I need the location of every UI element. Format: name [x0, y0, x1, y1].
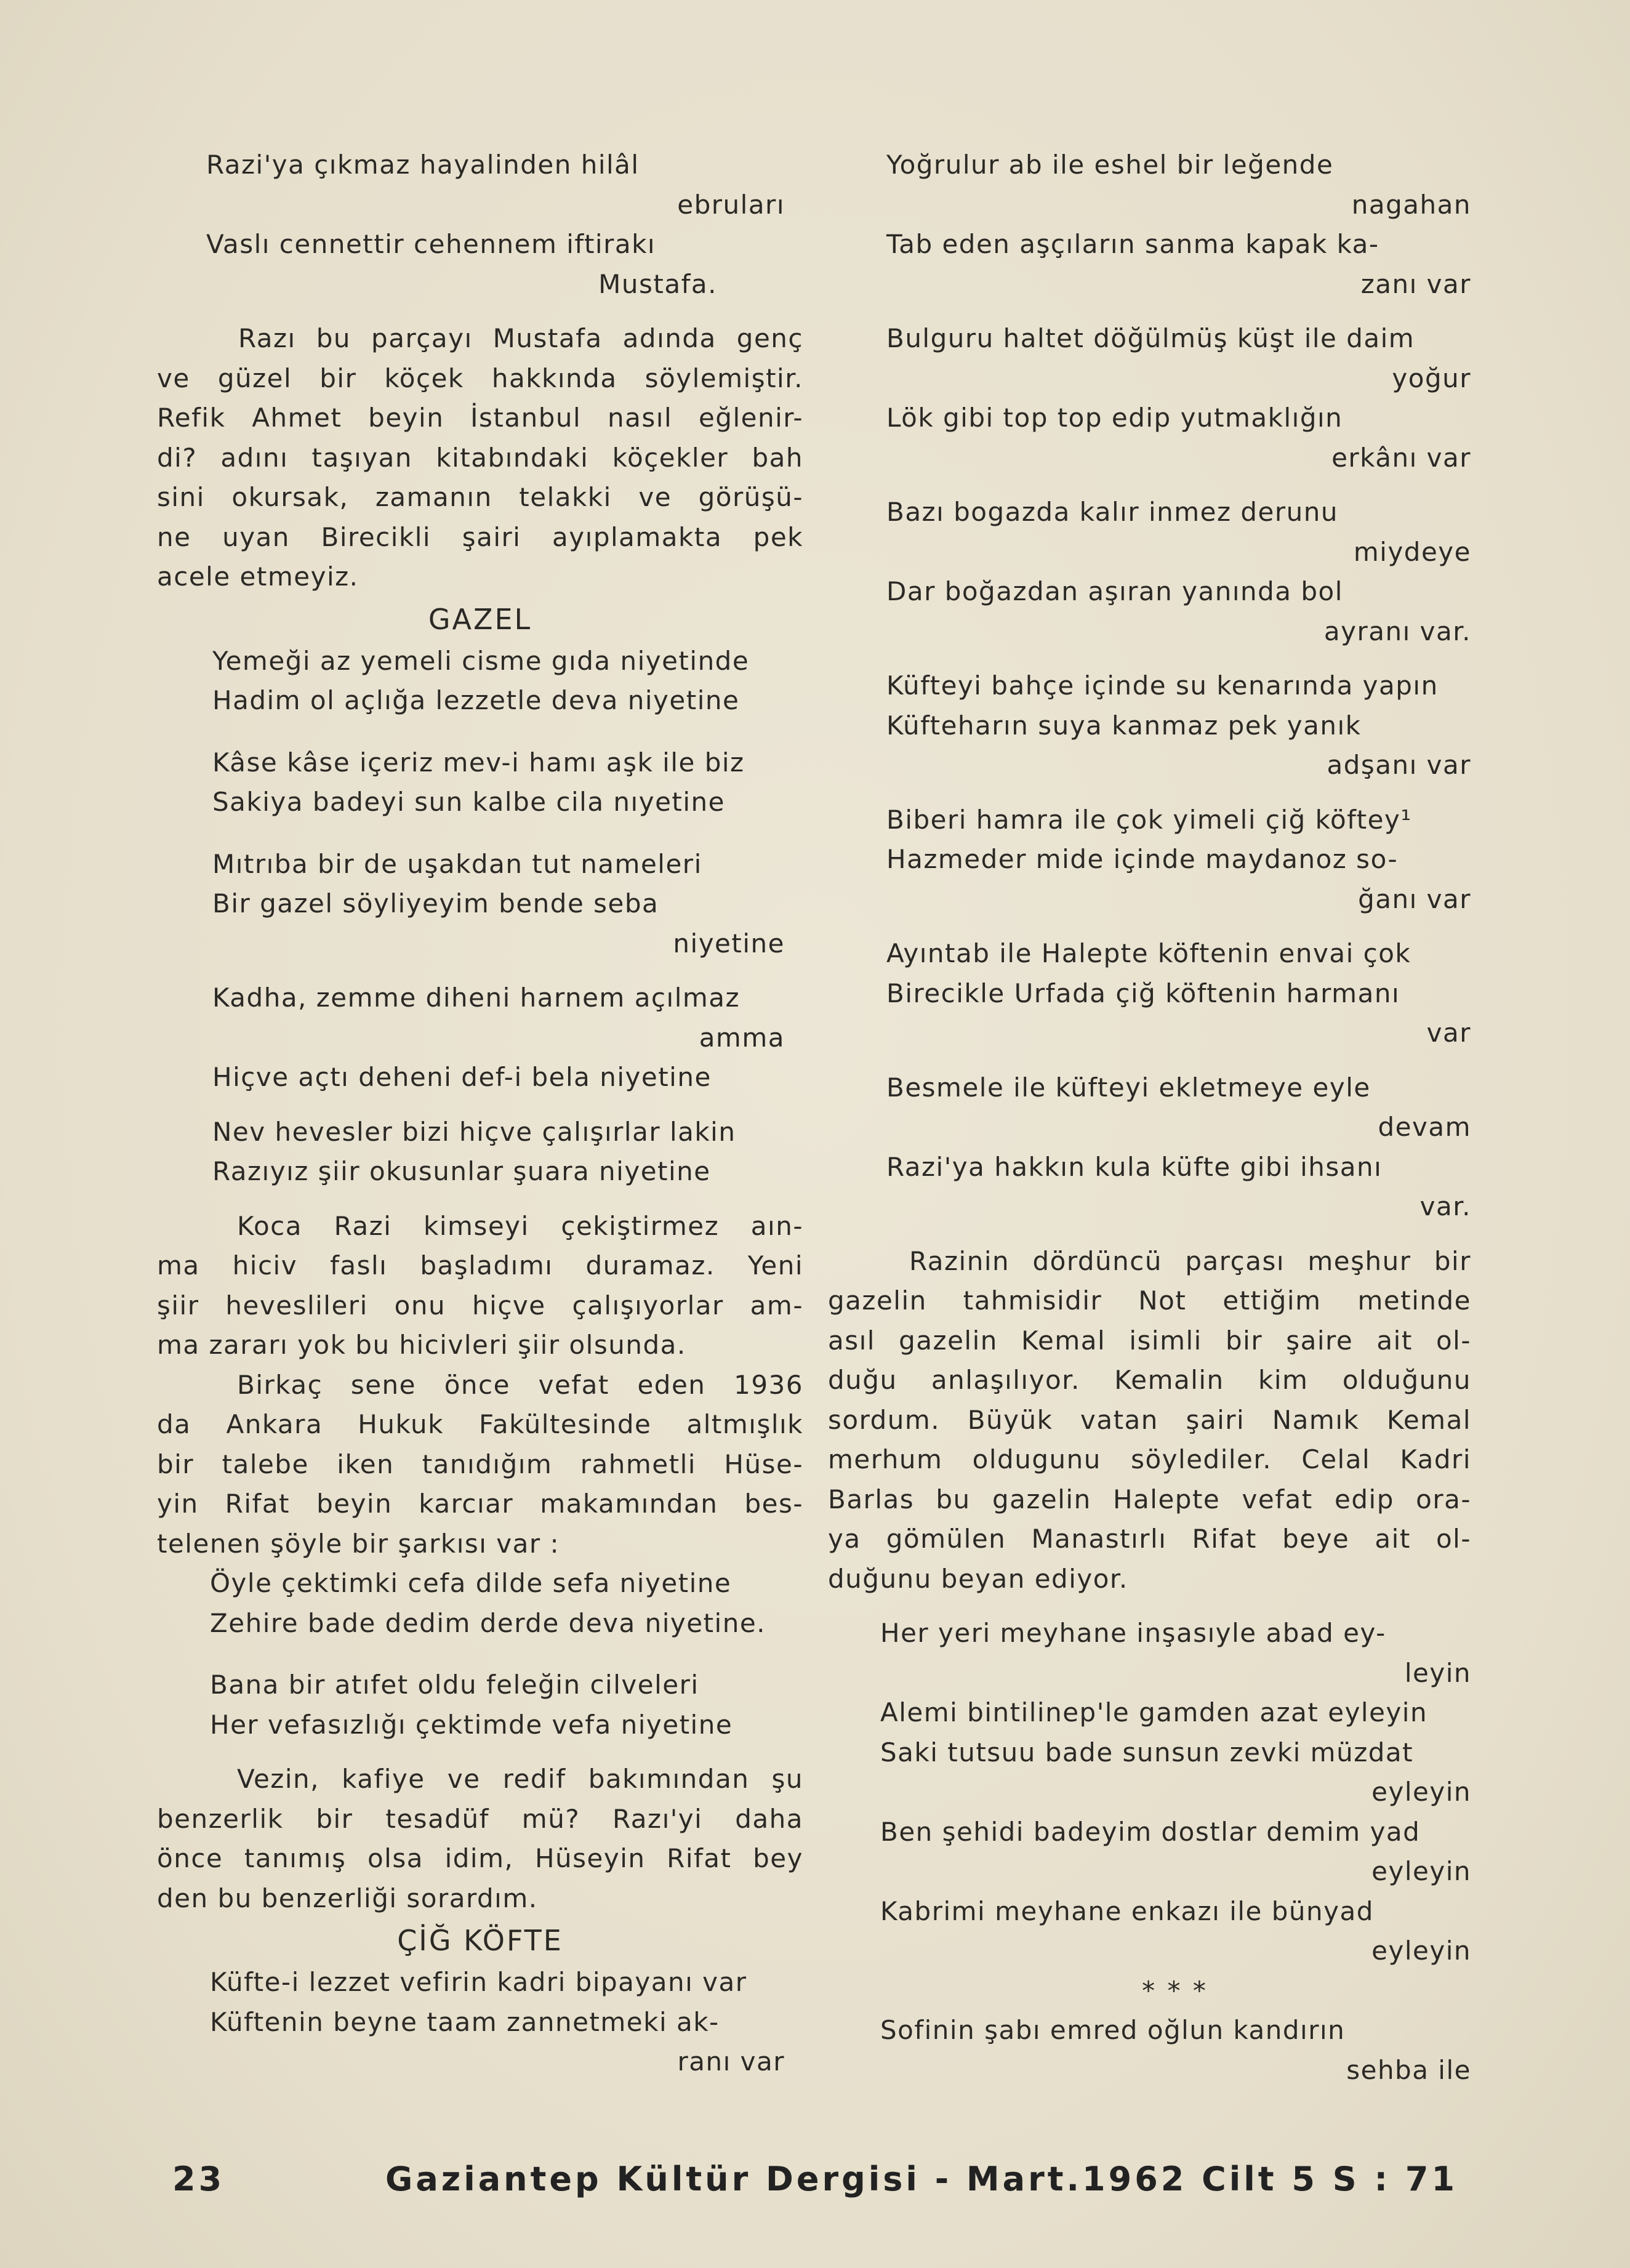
- poem-line: Küftenin beyne taam zannetmeki ak-: [210, 2006, 720, 2037]
- poem-line: erkânı var: [1331, 442, 1471, 473]
- text-line: benzerlik bir tesadüf mü? Razı'yi daha: [157, 1803, 803, 1834]
- poem-line: Razi'ya hakkın kula küfte gibi ihsanı: [886, 1151, 1383, 1182]
- poem-line: ayranı var.: [1323, 616, 1471, 646]
- text-line: Razinin dördüncü parçası meşhur bir: [909, 1245, 1471, 1276]
- poem-line: sehba ile: [1346, 2054, 1471, 2085]
- poem-line: zanı var: [1360, 268, 1471, 299]
- paragraph: [157, 1207, 803, 1365]
- text-line: Birkaç sene önce vefat eden 1936: [237, 1369, 803, 1400]
- text-line: ve güzel bir köçek hakkında söylemiştir.: [157, 363, 803, 393]
- poem-line: Razıyız şiir okusunlar şuara niyetine: [212, 1156, 711, 1186]
- poem-line: Her yeri meyhane inşasıyle abad ey-: [880, 1618, 1386, 1648]
- text-line: di? adını taşıyan kitabındaki köçekler bah: [157, 442, 803, 473]
- poem-line: Mustafa.: [598, 268, 717, 299]
- poem-line: Kabrimi meyhane enkazı ile bünyad: [880, 1896, 1374, 1926]
- poem-line: Küfteharın suya kanmaz pek yanık: [886, 710, 1362, 741]
- journal-citation: Gaziantep Kültür Dergisi - Mart.1962 Cilt 5 S : 71: [385, 2160, 1458, 2198]
- asterism-divider: * * *: [1142, 1975, 1210, 2006]
- poem-line: ebruları: [677, 189, 785, 220]
- text-line: Koca Razi kimseyi çekiştirmez aın-: [237, 1210, 803, 1241]
- poem-line: Sakiya badeyi sun kalbe cila nıyetine: [212, 787, 726, 817]
- poem-line: Her vefasızlığı çektimde vefa niyetine: [210, 1709, 733, 1740]
- tahmis-poem: [828, 1614, 1471, 1971]
- kofte-poem-intro: [157, 1963, 803, 2082]
- poem-line: Öyle çektimki cefa dilde sefa niyetine: [210, 1568, 732, 1598]
- text-line: ya gömülen Manastırlı Rifat beye ait ol-: [828, 1524, 1471, 1554]
- poem-line: Kâse kâse içeriz mev-i hamı aşk ile biz: [212, 747, 745, 778]
- poem-line: Dar boğazdan aşıran yanında bol: [886, 576, 1343, 606]
- text-line: duğu anlaşılıyor. Kemalin kim olduğunu: [828, 1365, 1471, 1395]
- text-line: sini okursak, zamanın telakki ve görüşü-: [157, 482, 803, 512]
- poem-line: Yoğrulur ab ile eshel bir leğende: [886, 150, 1334, 180]
- poem-line: Bir gazel söyliyeyim bende seba: [212, 888, 659, 919]
- poem-line: Hiçve açtı deheni def-i bela niyetine: [212, 1062, 712, 1092]
- poem-line: amma: [699, 1022, 785, 1053]
- poem-line: Bana bir atıfet oldu feleğin cilveleri: [210, 1670, 699, 1700]
- poem-line: Ayıntab ile Halepte köftenin envai çok: [886, 938, 1411, 968]
- poem-line: devam: [1378, 1112, 1471, 1142]
- text-line: Refik Ahmet beyin İstanbul nasıl eğlenir-: [157, 403, 803, 433]
- poem-line: Hadim ol açlığa lezzetle deva niyetine: [212, 685, 740, 715]
- text-line: Barlas bu gazelin Halepte vefat edip ora-: [828, 1484, 1471, 1514]
- section-heading-cig-kofte: ÇİĞ KÖFTE: [397, 1924, 563, 1957]
- sarki-poem: [157, 1564, 803, 1745]
- text-line: Razı bu parçayı Mustafa adında genç: [238, 323, 803, 353]
- text-line: ne uyan Birecikli şairi ayıplamakta pek: [157, 521, 803, 552]
- poem-line: yoğur: [1392, 363, 1471, 393]
- text-line: den bu benzerliği sorardım.: [157, 1883, 538, 1913]
- poem-line: Sofinin şabı emred oğlun kandırın: [880, 2015, 1346, 2045]
- poem-line: var.: [1419, 1191, 1471, 1221]
- left-column: [157, 145, 803, 2082]
- paragraph: [157, 1759, 803, 1918]
- poem-line: Zehire bade dedim derde deva niyetine.: [210, 1607, 766, 1638]
- text-line: telenen şöyle bir şarkısı var :: [157, 1528, 560, 1559]
- text-line: acele etmeyiz.: [157, 561, 359, 592]
- text-line: merhum oldugunu söylediler. Celal Kadri: [828, 1444, 1471, 1474]
- poem-line: Saki tutsuu bade sunsun zevki müzdat: [880, 1737, 1414, 1767]
- poem-line: Tab eden aşçıların sanma kapak ka-: [886, 229, 1379, 259]
- text-line: şiir hevesli̇leri onu hiçve çalışıyorlar am-: [157, 1290, 803, 1321]
- poem-line: leyin: [1404, 1657, 1471, 1688]
- poem-line: eyleyin: [1371, 1777, 1471, 1807]
- poem-line: Nev hevesler bizi hiçve çalışırlar lakin: [212, 1116, 736, 1147]
- poem-line: Kadha, zemme diheni harnem açılmaz: [212, 983, 741, 1013]
- poem-line: Mıtrıba bir de uşakdan tut nameleri: [212, 848, 702, 879]
- text-line: ma zararı yok bu hicivleri şiir olsunda.: [157, 1330, 686, 1360]
- text-line: gazelin tahmisidir Not ettiğim metinde: [828, 1285, 1471, 1316]
- poem-line: Küfte-i lezzet vefirin kadri bipayanı var: [210, 1967, 747, 1997]
- text-line: Vezin, kafiye ve redif bakımından şu: [237, 1764, 803, 1794]
- poem-line: Yemeği az yemeli cisme gıda niyetinde: [212, 645, 750, 676]
- poem-line: Hazmeder mide içinde maydanoz so-: [886, 844, 1399, 874]
- paragraph: [157, 1365, 803, 1564]
- poem-line: Ben şehidi badeyim dostlar demim yad: [880, 1816, 1421, 1847]
- closing-poem: [828, 2011, 1471, 2090]
- text-line: yin Rifat beyin karcıar makamından bes-: [157, 1489, 803, 1519]
- text-line: sordum. Büyük vatan şairi Namık Kemal: [828, 1404, 1471, 1435]
- poem-line: ğanı var: [1358, 883, 1471, 914]
- section-heading-gazel: GAZEL: [428, 602, 532, 636]
- poem-line: miydeye: [1353, 536, 1471, 567]
- paragraph: [157, 319, 803, 597]
- text-line: ma hiciv faslı başladımı duramaz. Yeni: [157, 1250, 803, 1281]
- text-line: asıl gazelin Kemal isimli bir şaire ait ol-: [828, 1325, 1471, 1356]
- poem-line: Alemi bintilinep'le gamden azat eyleyin: [880, 1697, 1428, 1727]
- poem-line: adşanı var: [1327, 750, 1471, 780]
- poem-line: Birecikle Urfada çiğ köftenin harmanı: [886, 978, 1400, 1008]
- text-line: bir talebe iken tanıdığım rahmetli Hüse-: [157, 1449, 803, 1479]
- poem-line: ranı var: [677, 2046, 785, 2077]
- kofte-poem: [828, 145, 1471, 1227]
- right-column: [828, 145, 1471, 2090]
- text-line: duğunu beyan ediyor.: [828, 1563, 1128, 1594]
- poem-line: Bazı bogazda kalır inmez derunu: [886, 497, 1339, 527]
- poem-line: Küfteyi bahçe içinde su kenarında yapın: [886, 670, 1439, 701]
- text-line: önce tanımış olsa idim, Hüseyin Rifat bey: [157, 1843, 803, 1873]
- poem-line: Vaslı cennettir cehennem iftirakı: [206, 229, 656, 259]
- poem-line: Razi'ya çıkmaz hayalinden hilâl: [206, 150, 640, 180]
- poem-line: Besmele ile küfteyi ekletmeye eyle: [886, 1072, 1371, 1103]
- poem-line: Lök gibi top top edip yutmaklığın: [886, 403, 1343, 433]
- page-number: 23: [172, 2160, 225, 2198]
- poem-line: var: [1426, 1018, 1471, 1048]
- poem-line: Biberi hamra ile çok yimeli çiğ köftey¹: [886, 804, 1412, 835]
- text-line: da Ankara Hukuk Fakültesinde altmışlık: [157, 1409, 803, 1439]
- poem-line: eyleyin: [1371, 1856, 1471, 1886]
- gazel-poem: [157, 641, 803, 1192]
- poem-line: Bulguru haltet döğülmüş küşt ile daim: [886, 323, 1415, 353]
- poem-line: eyleyin: [1371, 1936, 1471, 1966]
- poem-line: niyetine: [673, 928, 785, 959]
- poem-line: nagahan: [1351, 189, 1471, 220]
- paragraph: [828, 1242, 1471, 1599]
